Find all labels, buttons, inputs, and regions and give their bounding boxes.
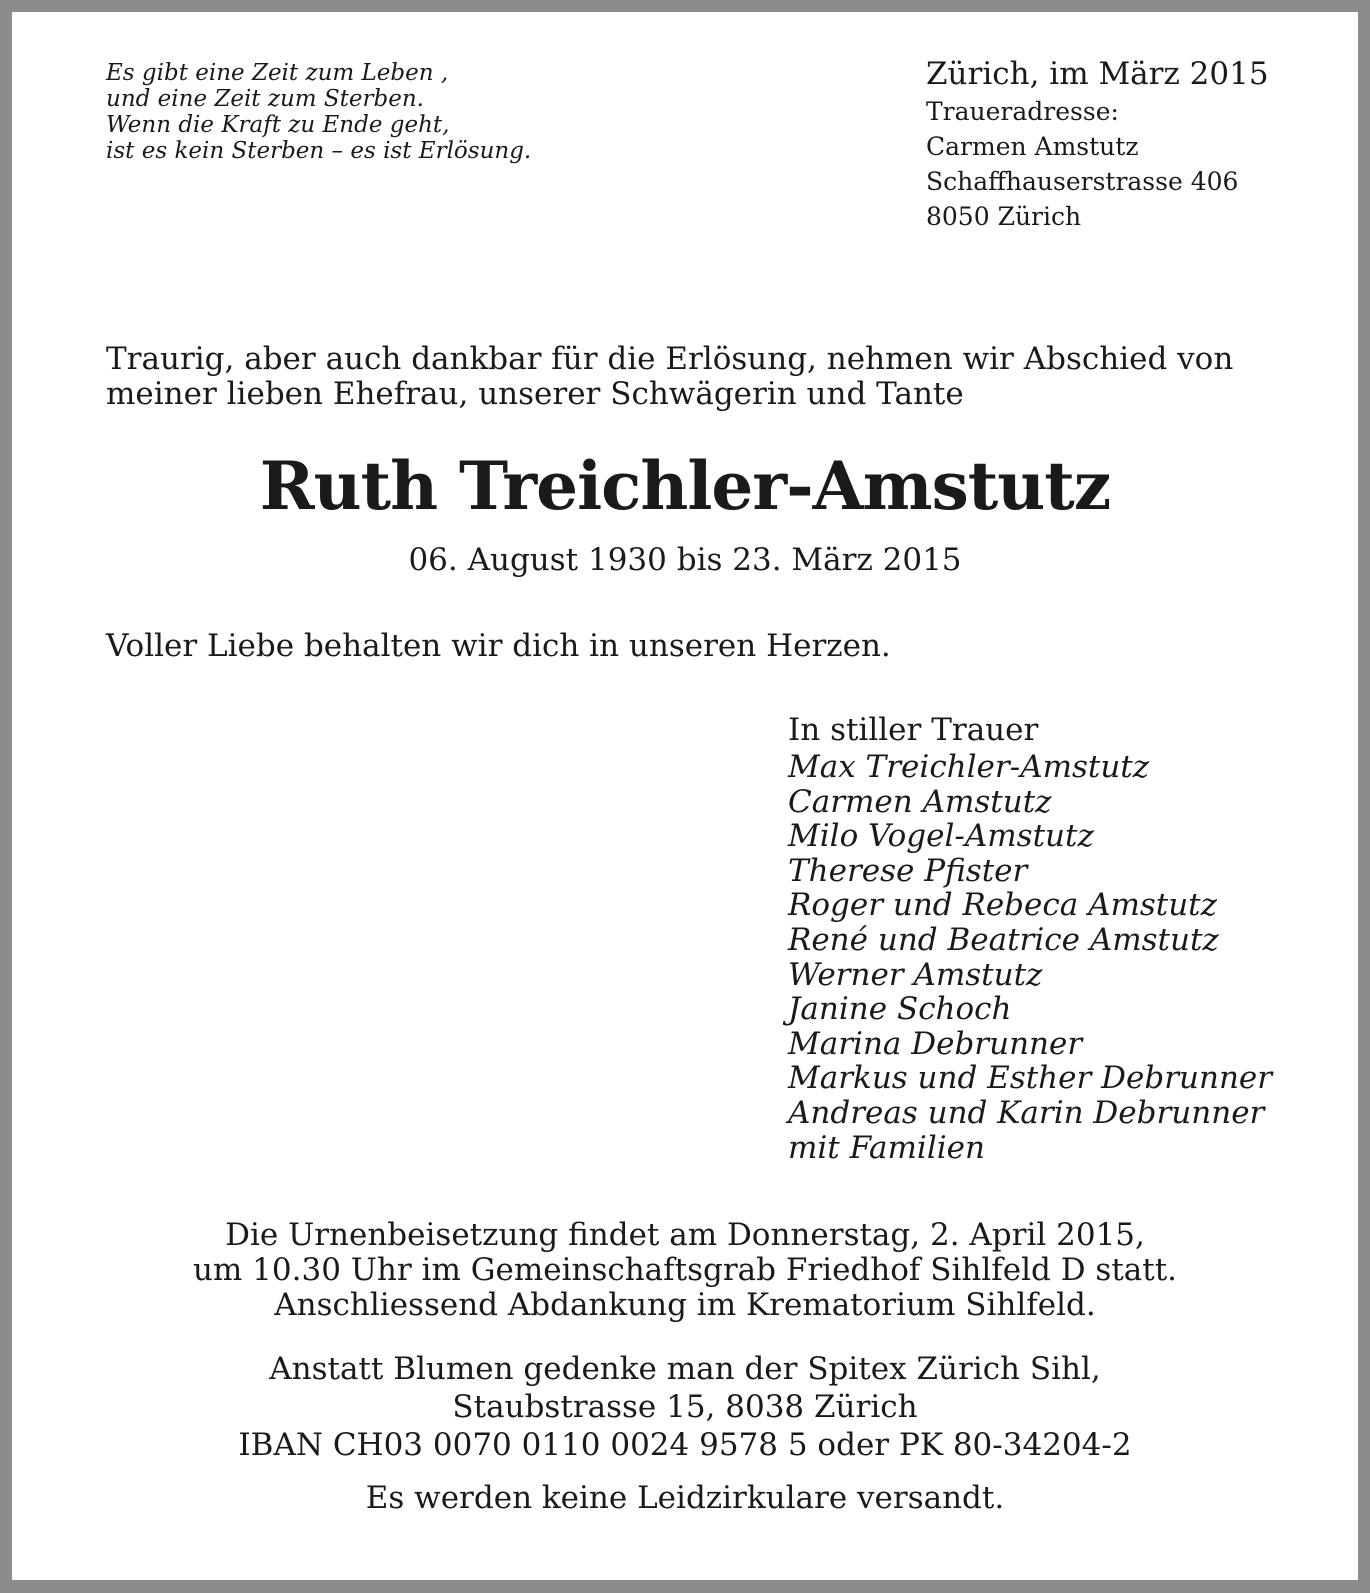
mourner-name: Marina Debrunner [788, 1025, 1083, 1062]
address-name: Carmen Amstutz [926, 132, 1139, 161]
burial-line: Die Urnenbeisetzung findet am Donnerstag, 2. April 2015, [225, 1217, 1145, 1253]
mourner-name: Roger und Rebeca Amstutz [788, 887, 1217, 924]
motto-line: und eine Zeit zum Sterben. [106, 86, 424, 112]
mourner-name: Werner Amstutz [788, 956, 1043, 993]
donation-line: IBAN CH03 0070 0110 0024 9578 5 oder PK 80-34204-2 [238, 1427, 1132, 1463]
address-street: Schaffhauserstrasse 406 [926, 167, 1239, 196]
mourning-address [926, 54, 1336, 234]
mourners-list [788, 710, 1348, 1165]
mourner-name: Andreas und Karin Debrunner [788, 1094, 1265, 1131]
burial-line: Anschliessend Abdankung im Krematorium Sihlfeld. [274, 1287, 1096, 1323]
donation-line: Anstatt Blumen gedenke man der Spitex Zürich Sihl, [269, 1351, 1101, 1387]
mourner-name: mit Familien [788, 1129, 985, 1166]
mourners-heading: In stiller Trauer [788, 712, 1039, 748]
mourner-name: Milo Vogel-Amstutz [788, 818, 1094, 855]
mourner-name: Carmen Amstutz [788, 783, 1052, 820]
intro-line: meiner lieben Ehefrau, unserer Schwägerin und Tante [106, 376, 964, 412]
address-city: 8050 Zürich [926, 202, 1082, 231]
intro-text [106, 342, 1286, 412]
donation-line: Staubstrasse 15, 8038 Zürich [452, 1389, 918, 1425]
farewell-line: Voller Liebe behalten wir dich in unseren Herzen. [106, 628, 891, 664]
mourner-name: Janine Schoch [788, 991, 1012, 1028]
motto-line: ist es kein Sterben – es ist Erlösung. [106, 138, 532, 164]
obituary-notice [12, 12, 1358, 1580]
intro-line: Traurig, aber auch dankbar für die Erlösung, nehmen wir Abschied von [106, 341, 1234, 377]
burial-line: um 10.30 Uhr im Gemeinschaftsgrab Friedhof Sihlfeld D statt. [192, 1252, 1178, 1288]
mourner-name: Therese Pfister [788, 852, 1028, 889]
motto-quote [106, 60, 626, 164]
place-date: Zürich, im März 2015 [926, 56, 1269, 92]
life-dates: 06. August 1930 bis 23. März 2015 [408, 542, 962, 578]
mourner-name: Markus und Esther Debrunner [788, 1060, 1273, 1097]
donation-info [12, 1350, 1358, 1464]
mourner-name: René und Beatrice Amstutz [788, 921, 1219, 958]
deceased-name: Ruth Treichler-Amstutz [259, 447, 1111, 525]
burial-info [12, 1218, 1358, 1323]
address-label: Traueradresse: [926, 97, 1119, 126]
mourner-name: Max Treichler-Amstutz [788, 749, 1150, 785]
closing-note: Es werden keine Leidzirkulare versandt. [365, 1480, 1005, 1516]
motto-line: Wenn die Kraft zu Ende geht, [106, 112, 450, 138]
motto-line: Es gibt eine Zeit zum Leben , [106, 60, 449, 86]
